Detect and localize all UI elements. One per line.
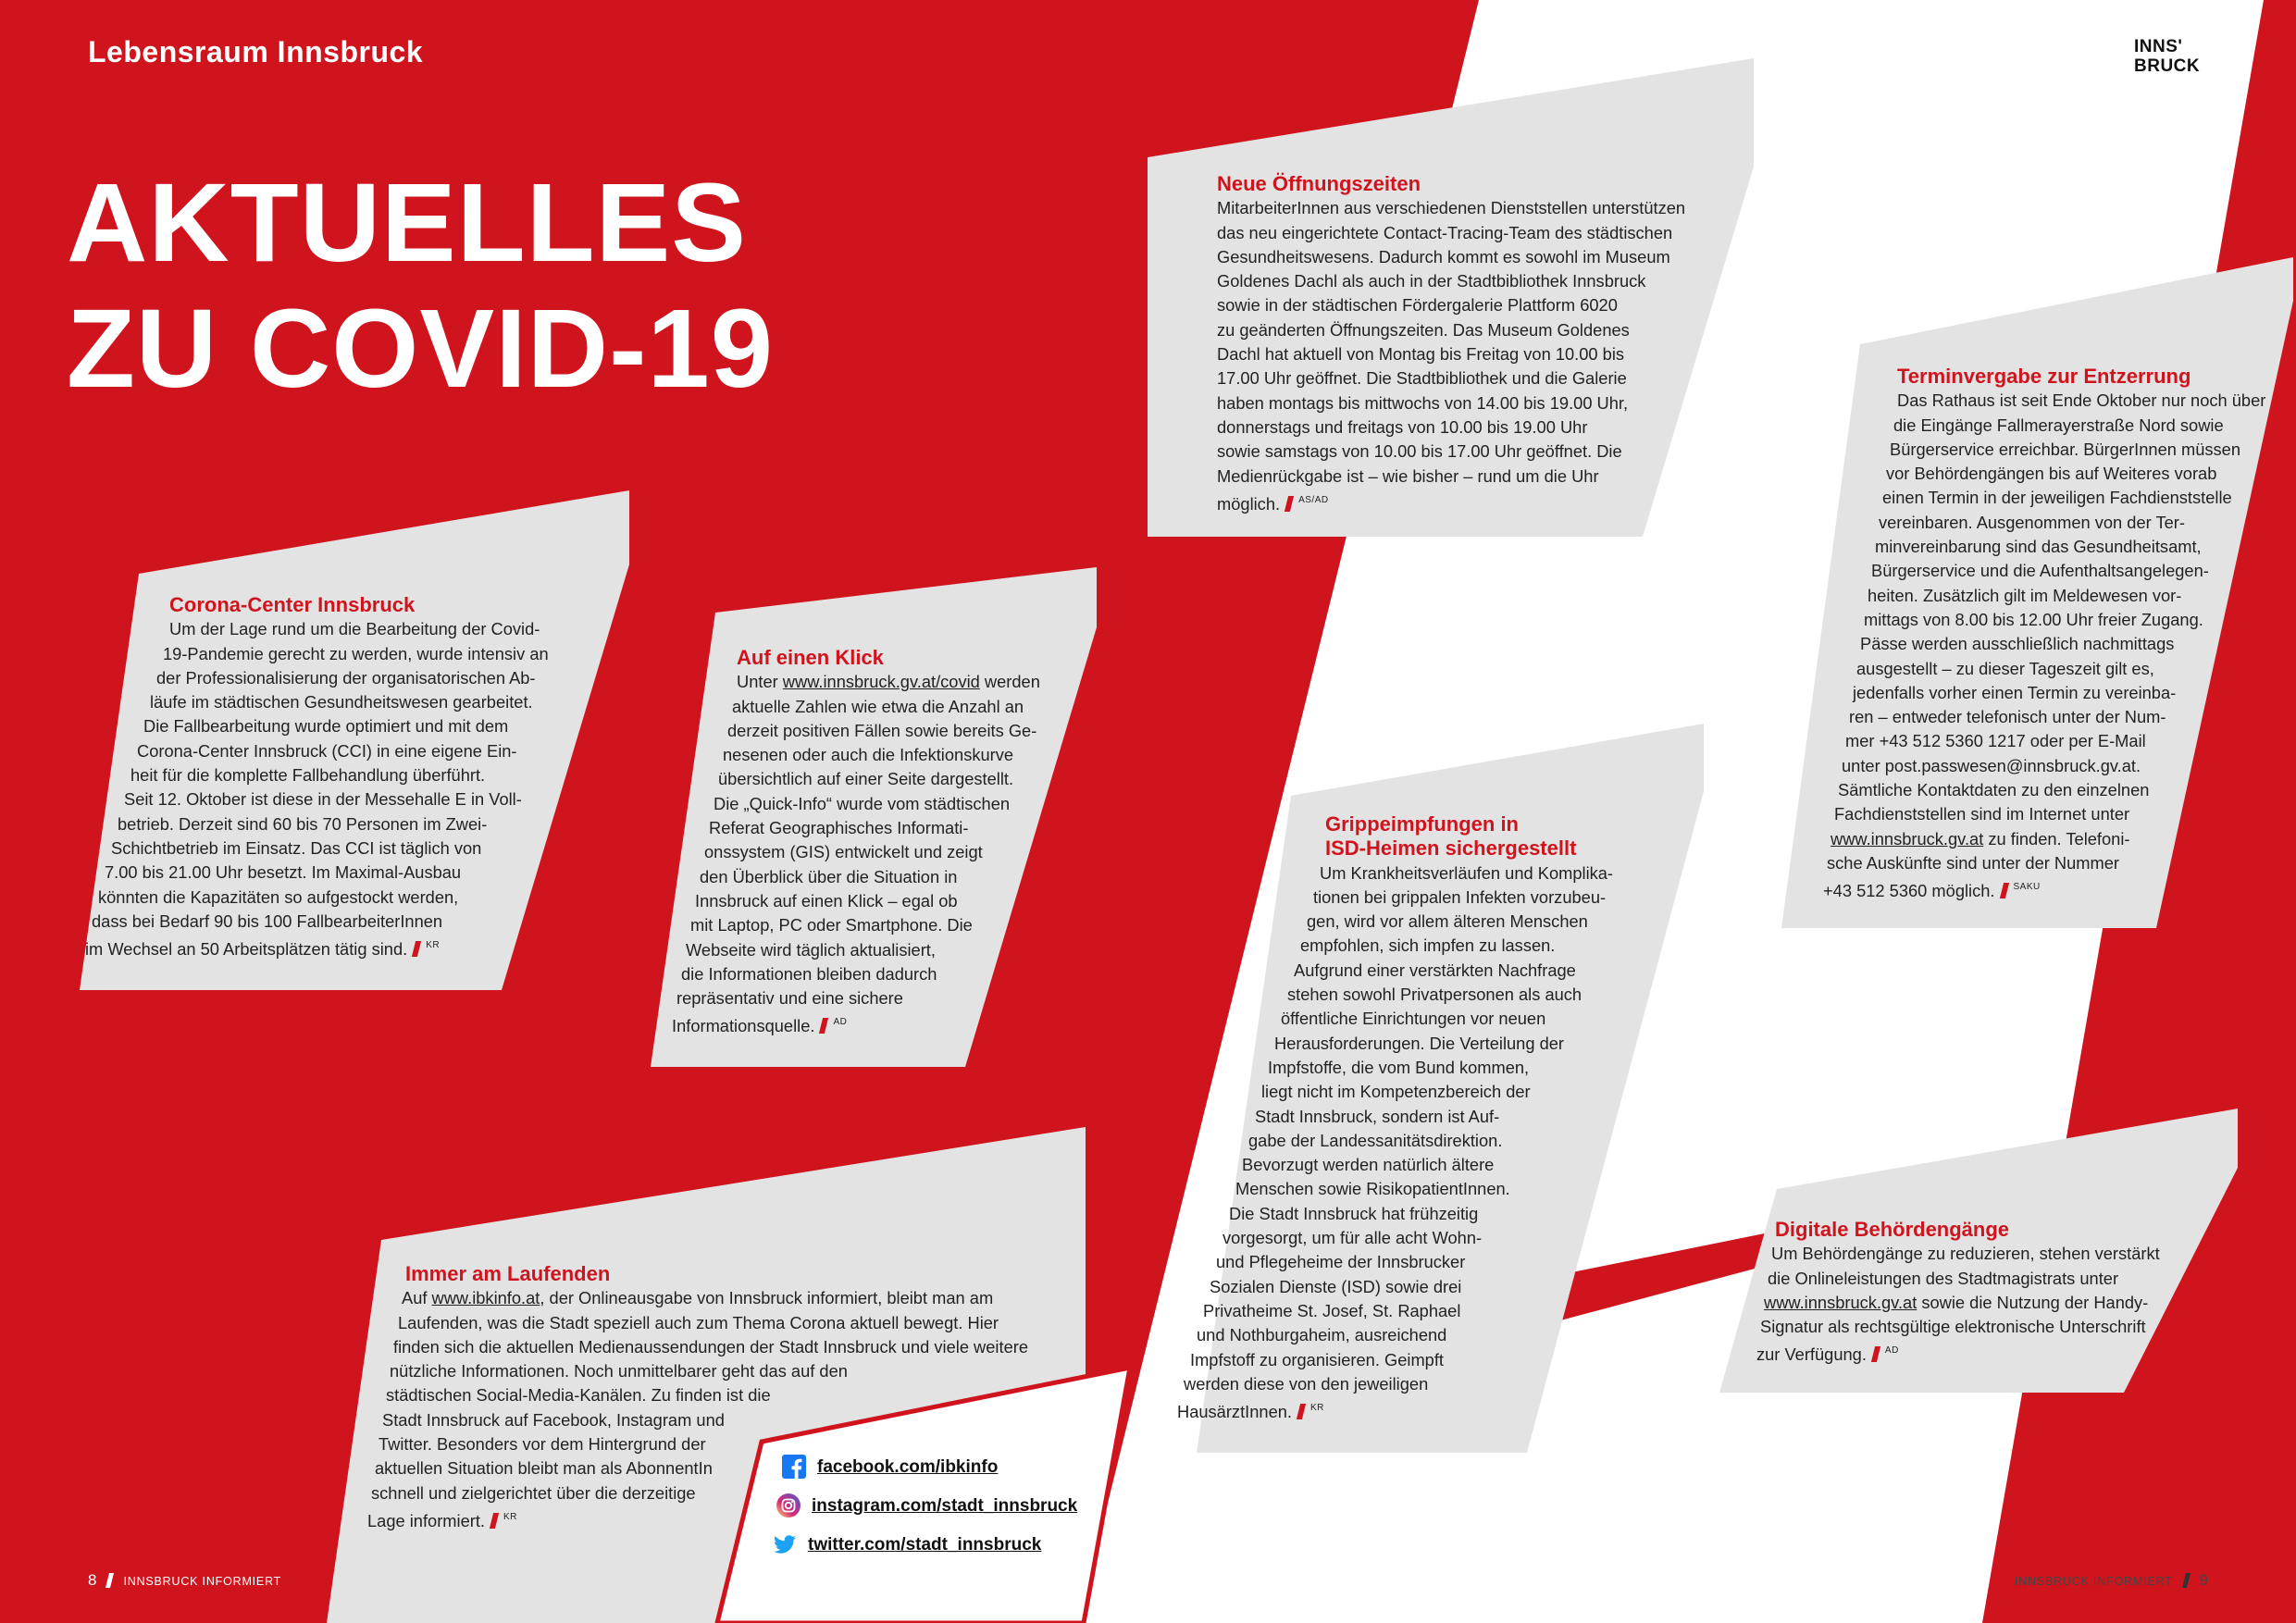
article-body: Um Behördengänge zu reduzieren, stehen verstärkt die Onlineleistungen des Stadtmagistrats unter www.innsbruck.gv.at sowie die Nutzung der Handy- Signatur als rechtsgültige elektronische Unterschrift zur Verfügung. $^{AD}$ <box>1756 1244 2160 1365</box>
article-auf-einen-klick <box>672 646 1125 1039</box>
covid-link[interactable]: www.innsbruck.gv.at/covid <box>782 672 980 692</box>
article-title: Immer am Laufenden <box>405 1262 611 1285</box>
author-tag: KR <box>426 940 441 951</box>
red-slash-mark <box>1285 496 1294 512</box>
red-slash-mark <box>1871 1346 1880 1362</box>
article-body: Das Rathaus ist seit Ende Oktober nur noch über die Eingänge Fallmerayerstraße Nord sowie Bürgerservice erreichbar. BürgerInnen müssen vor Behördengängen bis auf Weiteres vorab einen Termin in der jeweiligen Fachdienststelle vereinbaren. Ausgenommen von der Ter- minvereinbarung sind das Gesundheitsamt, Bürgerservice und die Aufenthaltsangelegen- heiten. Zusätzlich gilt im Meldewesen vor- mittags von 8.00 bis 12.00 Uhr freier Zugang. Pässe werden ausschließlich nachmittags ausgestellt – zu dieser Tageszeit gilt es, jedenfalls vorher einen Termin zu vereinba- ren – entweder telefonisch unter der Num- mer +43 512 5360 1217 oder per E-Mail unter post.passwesen@innsbruck.gv.at. Sämtliche Kontaktdaten zu den einzelnen Fachdienststellen sind im Internet unter www.innsbruck.gv.at zu finden. Telefoni- sche Auskünfte sind unter der Nummer +43 512 5360 möglich. $^{SAKU}$ <box>1823 390 2266 901</box>
article-title: Digitale Behördengänge <box>1775 1218 2010 1241</box>
headline-line-1: AKTUELLES <box>67 159 747 285</box>
author-tag: AS/AD <box>1298 494 1329 505</box>
section-kicker: Lebensraum Innsbruck <box>88 35 424 68</box>
article-title: Auf einen Klick <box>737 646 884 669</box>
facebook-icon <box>782 1455 806 1479</box>
author-tag: AD <box>833 1017 848 1028</box>
author-tag: AD <box>1884 1345 1899 1357</box>
footer-left <box>88 1571 281 1590</box>
article-grippe <box>1177 812 1695 1424</box>
red-slash-mark <box>412 941 421 957</box>
red-slash-mark <box>819 1018 828 1034</box>
twitter-icon <box>773 1532 797 1556</box>
red-slash-mark <box>1999 883 2008 898</box>
article-digital <box>1756 1218 2219 1368</box>
page-headline <box>67 159 774 411</box>
article-title: Grippeimpfungen in ISD-Heimen sichergestellt <box>1325 812 1577 861</box>
page-number: 8 <box>88 1571 97 1589</box>
innsbruck-logo: INNS' BRUCK <box>2134 37 2201 76</box>
innsbruck-link[interactable]: www.innsbruck.gv.at <box>1764 1292 1917 1312</box>
article-corona-center <box>85 593 614 961</box>
social-twitter-link[interactable]: twitter.com/stadt_innsbruck <box>773 1532 1041 1556</box>
article-title: Corona-Center Innsbruck <box>169 593 416 616</box>
red-slash-mark <box>1297 1404 1306 1419</box>
article-oeffnungszeiten <box>1217 172 1735 516</box>
footer-label: INNSBRUCK INFORMIERT <box>123 1575 282 1588</box>
ibkinfo-link[interactable]: www.ibkinfo.at <box>431 1288 540 1308</box>
author-tag: KR <box>1309 1403 1324 1414</box>
social-facebook-link[interactable]: facebook.com/ibkinfo <box>782 1455 998 1479</box>
article-body: Um Krankheitsverläufen und Komplika- tionen bei grippalen Infekten vorzubeu- gen, wird vor allem älteren Menschen empfohlen, sich impfen zu lassen. Aufgrund einer verstärkten Nachfrage stehen sowohl Privatpersonen als auch öffentliche Einrichtungen vor neuen Herausforderungen. Die Verteilung der Impfstoffe, die vom Bund kommen, liegt nicht im Kompetenzbereich der Stadt Innsbruck, sondern ist Auf- gabe der Landessanitätsdirektion. Bevorzugt werden natürlich ältere Menschen sowie RisikopatientInnen. Die Stadt Innsbruck hat frühzeitig vorgesorgt, um für alle acht Wohn- und Pflegeheime der Innsbrucker Sozialen Dienste (ISD) sowie drei Privatheime St. Josef, St. Raphael und Nothburgaheim, ausreichend Impfstoff zu organisieren. Geimpft werden diese von den jeweiligen HausärztInnen. $^{KR}$ <box>1177 862 1614 1422</box>
article-title: Neue Öffnungszeiten <box>1217 172 1421 195</box>
instagram-icon <box>776 1493 800 1518</box>
social-instagram-link[interactable]: instagram.com/stadt_innsbruck <box>776 1493 1077 1518</box>
article-body: MitarbeiterInnen aus verschiedenen Dienststellen unterstützen das neu eingerichtete Contact-Tracing-Team des städtischen Gesundheitswesens. Dadurch kommt es sowohl im Museum Goldenes Dachl als auch in der Stadtbibliothek Innsbruck sowie in der städtischen Fördergalerie Plattform 6020 zu geänderten Öffnungszeiten. Das Museum Goldenes Dachl hat aktuell von Montag bis Freitag von 10.00 bis 17.00 Uhr geöffnet. Die Stadtbibliothek und die Galerie haben montags bis mittwochs von 14.00 bis 19.00 Uhr, donnerstags und freitags von 10.00 bis 19.00 Uhr sowie samstags von 10.00 bis 17.00 Uhr geöffnet. Die Medienrückgabe ist – wie bisher – rund um die Uhr möglich. $^{AS/AD}$ <box>1217 198 1686 514</box>
author-tag: KR <box>503 1511 517 1522</box>
article-title: Terminvergabe zur Entzerrung <box>1897 365 2191 388</box>
article-body: Unter www.innsbruck.gv.at/covid werden aktuelle Zahlen wie etwa die Anzahl an derzeit positiven Fällen sowie bereits Ge- nesenen oder auch die Infektionskurve übersichtlich auf einer Seite dargestellt. Die „Quick-Info“ wurde vom städtischen Referat Geographisches Informati- onssystem (GIS) entwickelt und zeigt den Überblick über die Situation in Innsbruck auf einen Klick – egal ob mit Laptop, PC oder Smartphone. Die Webseite wird täglich aktualisiert, die Informationen bleiben dadurch repräsentativ und eine sichere Informationsquelle. $^{AD}$ <box>672 672 1040 1036</box>
innsbruck-link[interactable]: www.innsbruck.gv.at <box>1831 828 1984 849</box>
red-slash-mark <box>490 1513 499 1529</box>
article-body: Auf www.ibkinfo.at, der Onlineausgabe von Innsbruck informiert, bleibt man am Laufenden, was die Stadt speziell auch zum Thema Corona aktuell bewegt. Hier finden sich die aktuellen Medienaussendungen der Stadt Innsbruck und viele weitere nützliche Informationen. Noch unmittelbarer geht das auf den städtischen Social-Media-Kanälen. Zu finden ist die Stadt Innsbruck auf Facebook, Instagram und Twitter. Besonders vor dem Hintergrund der aktuellen Situation bleibt man als AbonnentIn schnell und zielgerichtet über die derzeitige Lage informiert. $^{KR}$ <box>367 1288 1028 1530</box>
article-terminvergabe <box>1823 365 2286 904</box>
footer-slash <box>105 1573 114 1588</box>
page-number: 9 <box>2199 1571 2208 1589</box>
article-body: Um der Lage rund um die Bearbeitung der Covid- 19-Pandemie gerecht zu werden, wurde intensiv an der Professionalisierung der organisatorischen Ab- läufe im städtischen Gesundheitswesen gearbeitet. Die Fallbearbeitung wurde optimiert und mit dem Corona-Center Innsbruck (CCI) in eine eigene Ein- heit für die komplette Fallbehandlung überführt. Seit 12. Oktober ist diese in der Messehalle E in Voll- betrieb. Derzeit sind 60 bis 70 Personen im Zwei- Schichtbetrieb im Einsatz. Das CCI ist täglich von 7.00 bis 21.00 Uhr besetzt. Im Maximal-Ausbau könnten die Kapazitäten so aufgestockt werden, dass bei Bedarf 90 bis 100 FallbearbeiterInnen im Wechsel an 50 Arbeitsplätzen tätig sind. $^{KR}$ <box>85 619 549 960</box>
headline-line-2: ZU COVID-19 <box>67 285 775 411</box>
footer-label: INNSBRUCK INFORMIERT <box>2014 1575 2173 1588</box>
author-tag: SAKU <box>2013 882 2041 893</box>
footer-slash <box>2182 1573 2191 1588</box>
footer-right <box>2015 1571 2208 1590</box>
